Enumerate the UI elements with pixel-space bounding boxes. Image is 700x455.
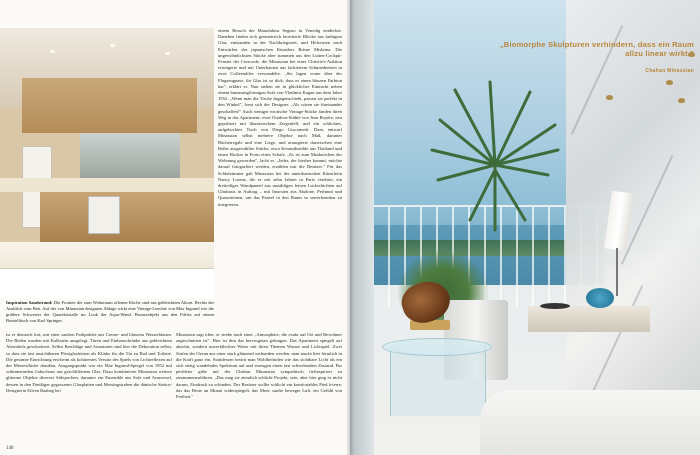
butterfly-ornament bbox=[606, 95, 613, 100]
article-column-bottom-right: Minassian sagt öfter, er strebe nach einer „Atmosphäre, die exakt auf Ort und Bewohner zugeschnitten ist". Hier ist ihm das hervorgetan gelungen. Das Apartment spiegelt auf absolut, sondern unverfälschter Weise mit ihren Themen Wasser und Lichtspiel. Zwei Stufen der Ozean aus einer stark glänzend verbunden werden, man taucht hier förmlich in die Kraft ganz ein. Stattdessen betritt man Wohlbefinden wie das sichtbare Licht als ein sich stetig wandelndes Spektrum auf und erzeugen einen fast schwebenden Zustand. Für perfekter gäbe mit der Chahan Minassian sympathisch tiefinspiriert zu zusammenzuführen. „Das mag sie ziemlich schlicht Projekt, sein, aber hier ging es nicht darum, Eindruck zu schinden. Der Besitzer wollte schlicht ein komfortables Pied à-terre, das das Beste an Miami widerspiegelt, das Meer, sanfte bewegte Luft, ein Gefühl von Freiheit." bbox=[176, 332, 342, 400]
ceiling-light bbox=[110, 44, 115, 47]
glass-table-top bbox=[382, 338, 492, 356]
oven bbox=[88, 196, 120, 234]
butterfly-ornament bbox=[666, 80, 673, 85]
palm-plant bbox=[430, 80, 560, 240]
ceiling-light bbox=[165, 52, 170, 55]
page-number: 146 bbox=[6, 446, 14, 451]
lamp-stem bbox=[616, 248, 618, 296]
kitchen-window bbox=[80, 133, 180, 178]
blue-crystal-lamp-base bbox=[586, 288, 614, 308]
caption-lead: Inspiration Sandstrand: bbox=[6, 300, 53, 305]
dark-dish bbox=[540, 303, 570, 309]
article-column-bottom-left: ist er dennoch fort, mit einer sanften Farbpalette aus Creme- und blassem Wasserblauen. Die Böden wurden mit Kalkstein ausgelegt, Türen und Einbauschränke aus gebleichtem Ahornholz geschreinert. Selbst Beschläge und Armaturen sind hier die Dekoration selbst, so dass sie fast unsichtbaren Plexiglasleisten als Klinke für die Tür zu Bad und Toilette. Die gesamte Einrichtung erscheint als kohärentes Versatz des Spiels von Lichtreflexen auf der Meeresfläche draußen. Ausgangspunkt war ein Mae Ingrand-Spiegel von 1952 mit schimmernden Cabochons aus geschliffenem Glas. Dazu kombinierte Minassian weitere gläserne Objekte diverser Stilepochen, darunter ein Ensemble aus Sofa und Armsessel, dessen in den Dreißiger gegossenes Glasplatten und Messingstreben die dänische Stetios-Designerin Eileen Raabeg bei bbox=[6, 332, 172, 393]
caption-text: Die Fronten der zum Wohnraum offenen Küche sind aus gebleichtem Ahorn. Rechts der Ausblick vom Bett. Auf der von Minassian designten Ablage wirkt eine Vintage-Leuchte von Max Ingrand wie die größere Schwester der Quarzkristalle im Look der Aqua-Wand. Bronzeobjekt aus den Fifties auf einem Beistelltisch von Karl Springer. bbox=[6, 300, 214, 323]
article-column-top: einem Besuch der Manufaktur Seguso in Venedig entdeckte. Daneben finden sich geometrisch facettierte Blöcke aus farbigem Glas, entstanden in der Nachkriegszeit, und Holzvasen nach Entwürfen des japanischen Künstlers Ritsue Mishima. Die ungewöhnlichsten Stücke aber stammen aus den Luiten-Cockpit-Fenster der Concorde, die Minassian bei einer Christie's-Auktion ersteigerte und mit Unterbauten aus lackiertem Schmiedeeisen in zwei Coffeetables verwandelte. „Sie lagen vorne über der Flugzeugnase, ihr Glas ist so dick, dass es einen blassen Farbton hat", erklärt er. Nun stehen sie in glücklicher Eintracht neben einem bumerangförmigen Sofa von Vladimir Kagan aus dem Jahre 1952. „Wenn man die Tische dagegenschiebt, passen sie perfekt in den Winkel", freut sich der Designer. „Als wären sie füreinander geschaffen!" Auch weniger exotische Vintage-Stücke fanden ihren Weg in das Apartment: zwei Outdoor-Stühle von Jean Royère, neu gepolstert mit libanesischem Ziegenfell, und ein schlichtes, aufgebocktes Tisch von Diego Giacometti. Dazu entwarf Minassian selbst mehrere Objekte nach Maß, darunter Bücherregale und eine Liege, und arrangierte dazwischen eine Reihe ausgewählter Stücke, etwa Keramikstühle aus Thailand und einen Hocker in Form eines Schafs. „Es ist zum Maskottchen der Wohnung geworden", lacht er. „Jeder, der hierher kommt, möchte darauf fotografiert werden, erzählen mir die Besitzer." Für das Schlafzimmer gab Minassian bei der amerikanischen Künstlerin Nancy Lorenz, die er seit zehn Jahren in Paris verehrte, ein dreiteiliges Wandpaneel aus unzähligen feinen Lackschichten auf Glasbasis in Auftrag – mit Intarsien aus Abalone, Perlmutt und Quarzsteinen, um das Paneel in den Raum so unverkennbar zu integrieren. bbox=[218, 28, 342, 207]
pull-quote: „Biomorphe Skulpturen verhindern, dass ein Raum allzu linear wirkt." bbox=[499, 40, 694, 58]
page-gutter bbox=[346, 0, 354, 455]
back-counter bbox=[0, 178, 214, 192]
quote-author: Chahan Minassian bbox=[645, 68, 694, 74]
lower-cabinets bbox=[40, 192, 214, 242]
upper-cabinets bbox=[22, 78, 197, 133]
photo-caption bbox=[6, 300, 214, 324]
butterfly-ornament bbox=[678, 98, 685, 103]
right-page bbox=[350, 0, 700, 455]
glass-side-table bbox=[390, 346, 486, 416]
floating-shelf bbox=[528, 306, 650, 332]
kitchen-photo bbox=[0, 28, 214, 298]
ceiling-light bbox=[50, 50, 55, 53]
white-bed bbox=[480, 390, 700, 455]
island-countertop bbox=[0, 268, 214, 298]
